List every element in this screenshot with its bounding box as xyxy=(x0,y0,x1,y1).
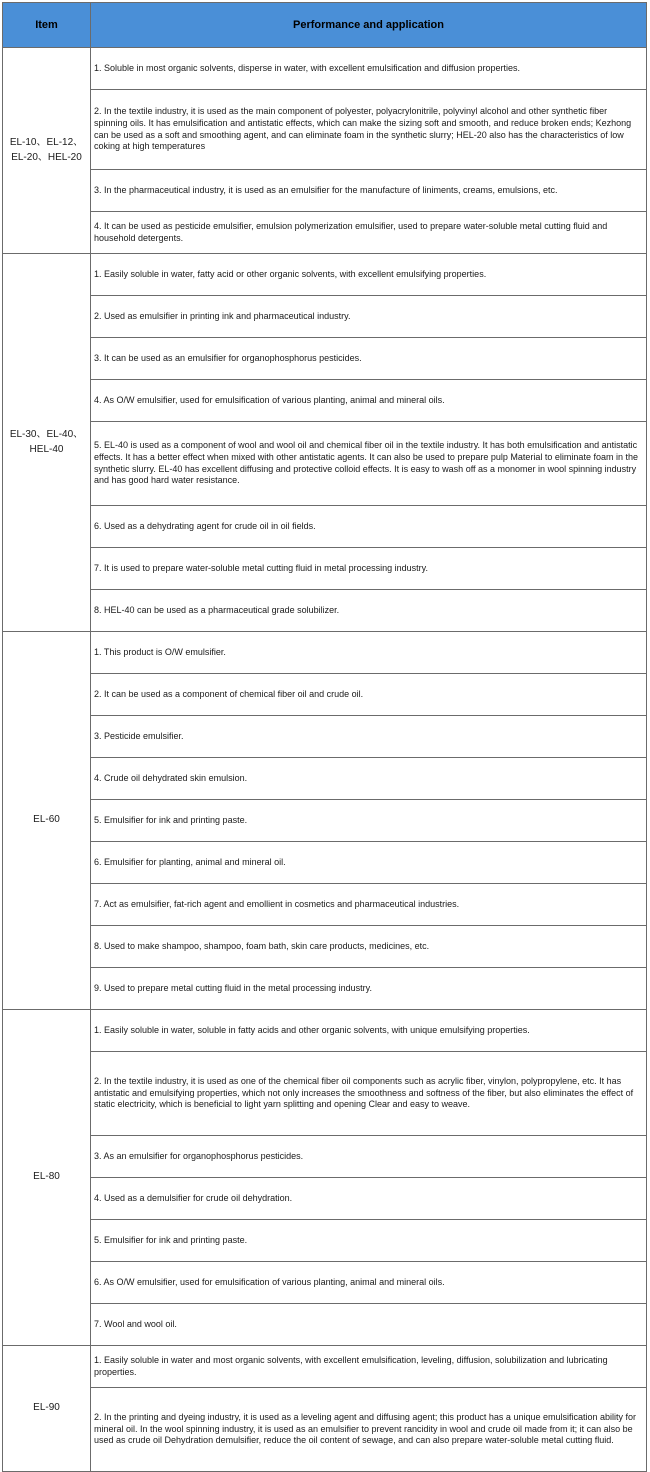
column-header-performance: Performance and application xyxy=(91,3,647,48)
table-row xyxy=(3,170,647,212)
table-row xyxy=(3,1220,647,1262)
product-spec-table xyxy=(2,2,647,1472)
application-cell: 4. It can be used as pesticide emulsifier, emulsion polymerization emulsifier, used to prepare water-soluble metal cutting fluid and household detergents. xyxy=(91,212,647,254)
table-row xyxy=(3,90,647,170)
application-cell: 9. Used to prepare metal cutting fluid in the metal processing industry. xyxy=(91,968,647,1010)
table-row xyxy=(3,1304,647,1346)
item-cell: EL-90 xyxy=(3,1346,91,1472)
application-cell: 3. Pesticide emulsifier. xyxy=(91,716,647,758)
application-cell: 7. Act as emulsifier, fat-rich agent and emollient in cosmetics and pharmaceutical industries. xyxy=(91,884,647,926)
application-cell: 4. Crude oil dehydrated skin emulsion. xyxy=(91,758,647,800)
application-cell: 1. Easily soluble in water and most organic solvents, with excellent emulsification, leveling, diffusion, solubilization and lubricating properties. xyxy=(91,1346,647,1388)
application-cell: 2. Used as emulsifier in printing ink and pharmaceutical industry. xyxy=(91,296,647,338)
table-row xyxy=(3,296,647,338)
application-cell: 6. Used as a dehydrating agent for crude oil in oil fields. xyxy=(91,506,647,548)
table-row xyxy=(3,800,647,842)
application-cell: 3. In the pharmaceutical industry, it is used as an emulsifier for the manufacture of liniments, creams, emulsions, etc. xyxy=(91,170,647,212)
table-row xyxy=(3,758,647,800)
application-cell: 6. As O/W emulsifier, used for emulsification of various planting, animal and mineral oils. xyxy=(91,1262,647,1304)
application-cell: 8. Used to make shampoo, shampoo, foam bath, skin care products, medicines, etc. xyxy=(91,926,647,968)
application-cell: 5. Emulsifier for ink and printing paste. xyxy=(91,1220,647,1262)
application-cell: 5. EL-40 is used as a component of wool and wool oil and chemical fiber oil in the textile industry. It has both emulsification and antistatic effects. It has a better effect when mixed with other antistatic agents. It can also be used to prepare pulp Material to eliminate foam in the synthetic slurry. EL-40 has excellent diffusing and protective colloid effects. It is easy to wash off as a monomer in wool spinning industry and has good hard water resistance. xyxy=(91,422,647,506)
table-row xyxy=(3,254,647,296)
application-cell: 1. This product is O/W emulsifier. xyxy=(91,632,647,674)
table-row xyxy=(3,380,647,422)
application-cell: 5. Emulsifier for ink and printing paste. xyxy=(91,800,647,842)
table-row xyxy=(3,338,647,380)
table-row xyxy=(3,1010,647,1052)
table-body xyxy=(3,48,647,1472)
table-row xyxy=(3,716,647,758)
item-cell: EL-60 xyxy=(3,632,91,1010)
application-cell: 1. Easily soluble in water, soluble in fatty acids and other organic solvents, with unique emulsifying properties. xyxy=(91,1010,647,1052)
column-header-item: Item xyxy=(3,3,91,48)
application-cell: 2. In the textile industry, it is used as the main component of polyester, polyacrylonitrile, polyvinyl alcohol and other synthetic fiber spinning oils. It has emulsification and antistatic effects, which can make the sizing soft and smooth, and reduce broken ends; Kezhong can be used as a soft and smoothing agent, and can eliminate foam in the synthetic slurry; HEL-20 also has the characteristics of low coking at high temperatures xyxy=(91,90,647,170)
item-cell: EL-30、EL-40、HEL-40 xyxy=(3,254,91,632)
application-cell: 2. It can be used as a component of chemical fiber oil and crude oil. xyxy=(91,674,647,716)
table-row xyxy=(3,968,647,1010)
table-row xyxy=(3,1136,647,1178)
table-row xyxy=(3,590,647,632)
table-row xyxy=(3,506,647,548)
table-row xyxy=(3,842,647,884)
application-cell: 2. In the printing and dyeing industry, it is used as a leveling agent and diffusing agent; this product has a unique emulsification ability for mineral oil. In the wool spinning industry, it is used as an emulsifier to prevent rancidity in wool and crude oil made from it; it can also be used as crude oil Dehydration demulsifier, reduce the oil content of sewage, and can also prepare water-soluble metal cutting fluid. xyxy=(91,1388,647,1472)
table-row xyxy=(3,1052,647,1136)
table-row xyxy=(3,884,647,926)
application-cell: 1. Soluble in most organic solvents, disperse in water, with excellent emulsification and diffusion properties. xyxy=(91,48,647,90)
application-cell: 4. Used as a demulsifier for crude oil dehydration. xyxy=(91,1178,647,1220)
item-cell: EL-10、EL-12、EL-20、HEL-20 xyxy=(3,48,91,254)
table-row xyxy=(3,1346,647,1388)
table-row xyxy=(3,1388,647,1472)
table-row xyxy=(3,1178,647,1220)
item-cell: EL-80 xyxy=(3,1010,91,1346)
application-cell: 7. It is used to prepare water-soluble metal cutting fluid in metal processing industry. xyxy=(91,548,647,590)
table-row xyxy=(3,212,647,254)
table-row xyxy=(3,926,647,968)
table-row xyxy=(3,548,647,590)
application-cell: 7. Wool and wool oil. xyxy=(91,1304,647,1346)
table-row xyxy=(3,632,647,674)
application-cell: 8. HEL-40 can be used as a pharmaceutical grade solubilizer. xyxy=(91,590,647,632)
application-cell: 3. As an emulsifier for organophosphorus pesticides. xyxy=(91,1136,647,1178)
table-row xyxy=(3,48,647,90)
table-row xyxy=(3,674,647,716)
header-row xyxy=(3,3,647,48)
table-row xyxy=(3,422,647,506)
table-row xyxy=(3,1262,647,1304)
application-cell: 1. Easily soluble in water, fatty acid or other organic solvents, with excellent emulsifying properties. xyxy=(91,254,647,296)
application-cell: 6. Emulsifier for planting, animal and mineral oil. xyxy=(91,842,647,884)
table-header xyxy=(3,3,647,48)
application-cell: 3. It can be used as an emulsifier for organophosphorus pesticides. xyxy=(91,338,647,380)
application-cell: 4. As O/W emulsifier, used for emulsification of various planting, animal and mineral oils. xyxy=(91,380,647,422)
application-cell: 2. In the textile industry, it is used as one of the chemical fiber oil components such as acrylic fiber, vinylon, polypropylene, etc. It has antistatic and emulsifying properties, which not only increases the smoothness and softness of the fiber, but also eliminates the effect of static electricity, which is beneficial to light yarn splitting and opening Clear and easy to weave. xyxy=(91,1052,647,1136)
